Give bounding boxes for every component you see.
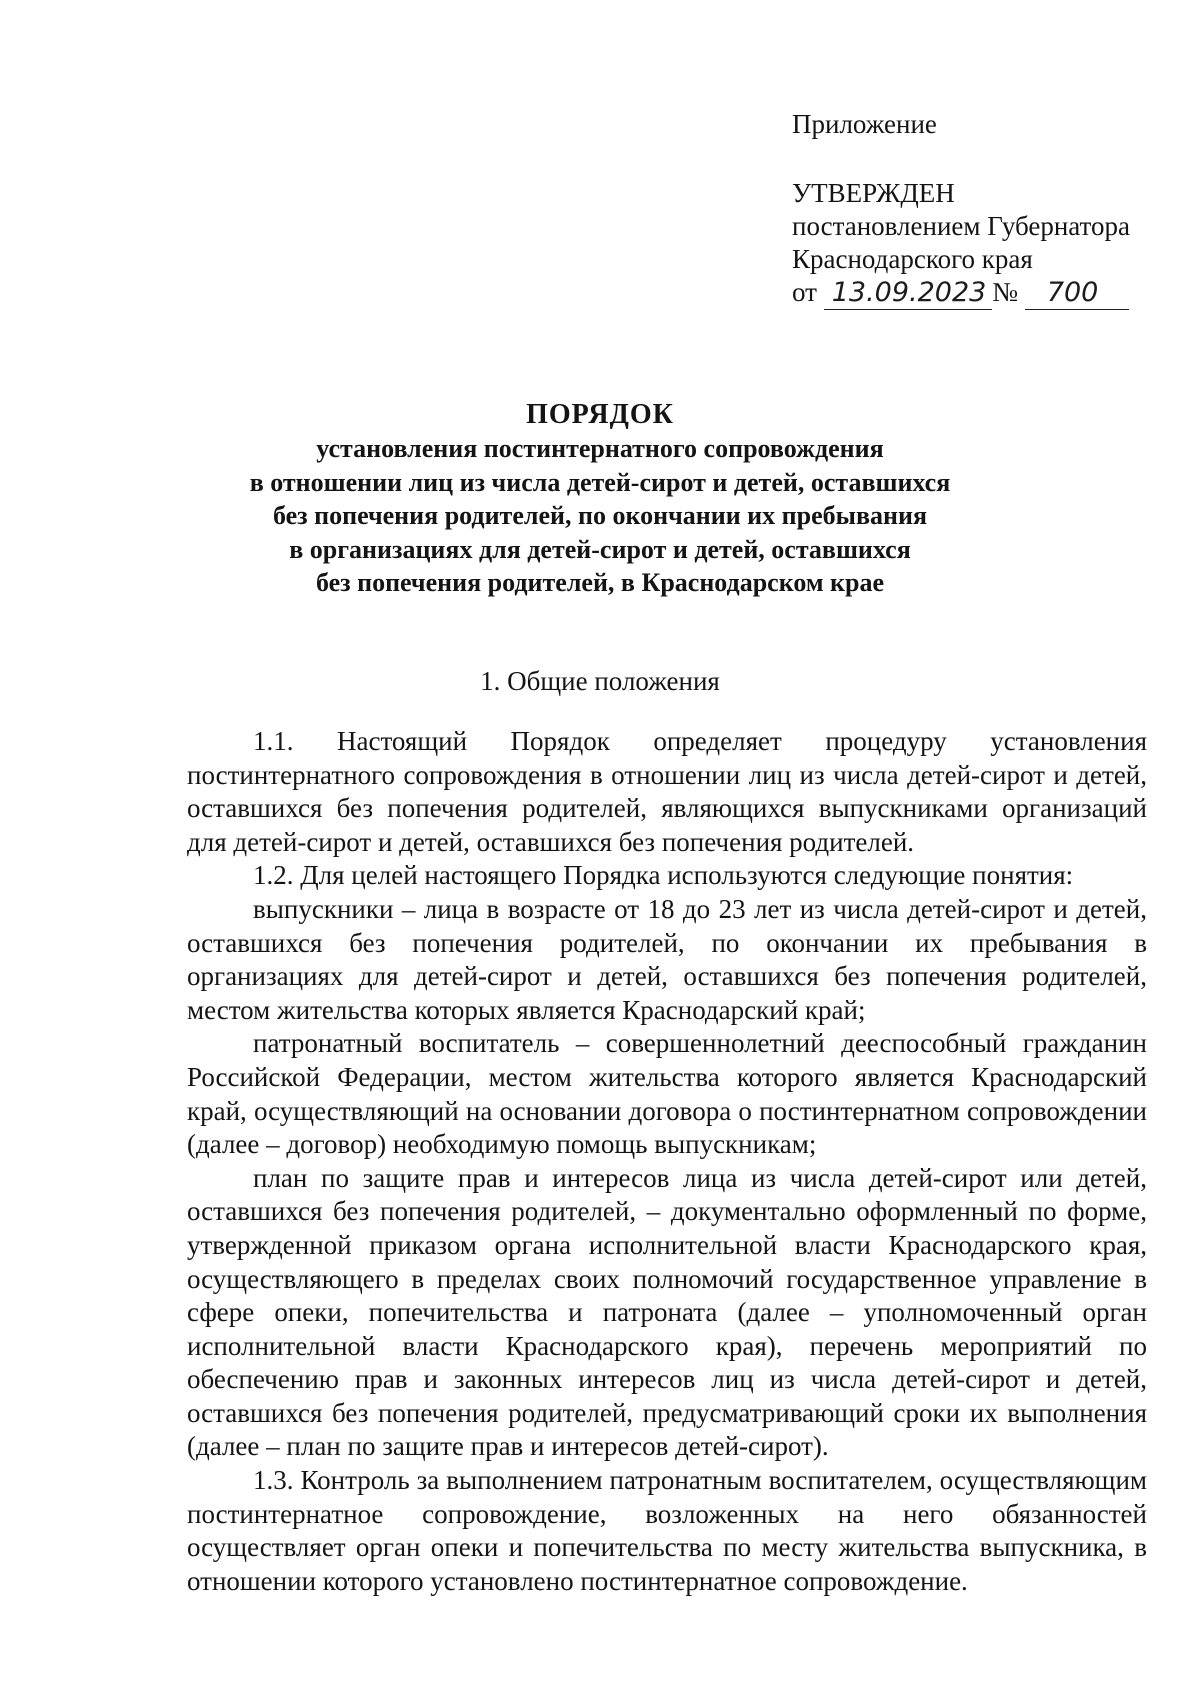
paragraph-1-3: 1.3. Контроль за выполнением патронатным воспитателем, осуществляющим постинтернатное сопровождение, возложенных на него обязанностей осуществляет орган опеки и попечительства по месту жительства выпускника, в отношении которого установлено постинтернатное сопровождение.: [187, 1465, 1147, 1596]
paragraph-1-1: 1.1. Настоящий Порядок определяет процедуру установления постинтернатного сопровождения в отношении лиц из числа детей-сирот и детей, оставшихся без попечения родителей, являющихся выпускниками организаций для детей-сирот и детей, оставшихся без попечения родителей.: [187, 726, 1147, 857]
number-prefix: №: [992, 277, 1019, 307]
title-line-4: в организациях для детей-сирот и детей, оставшихся: [289, 534, 911, 564]
definition-graduates: выпускники – лица в возрасте от 18 до 23 лет из числа детей-сирот и детей, оставшихся без попечения родителей, по окончании их пребывания в организациях для детей-сирот и детей, оставшихся без попечения родителей, местом жительства которых является Краснодарский край;: [187, 893, 1147, 1025]
title-line-2: в отношении лиц из числа детей-сирот и детей, оставшихся: [249, 467, 951, 497]
title-line-1: установления постинтернатного сопровождения: [316, 434, 884, 463]
document-title: [240, 398, 960, 600]
title-line-3: без попечения родителей, по окончании их пребывания: [272, 501, 928, 530]
definition-patronage-educator: патронатный воспитатель – совершеннолетний дееспособный гражданин Российской Федерации, местом жительства которого является Краснодарский край, осуществляющий на основании договора о постинтернатном сопровождении (далее – договор) необходимую помощь выпускникам;: [187, 1028, 1147, 1160]
date-prefix: от: [792, 277, 817, 307]
approved-region-line: Краснодарского края: [792, 244, 1033, 274]
paragraph-1-2: 1.2. Для целей настоящего Порядка используются следующие понятия:: [253, 860, 1074, 891]
approved-by-line: постановлением Губернатора: [792, 211, 1130, 241]
title-main: ПОРЯДОК: [526, 399, 674, 430]
document-body: [187, 725, 1147, 1598]
handwritten-date: 13.09.2023: [824, 277, 993, 310]
appendix-label: Приложение: [792, 109, 937, 139]
approved-heading: УТВЕРЖДЕН: [792, 178, 955, 208]
title-line-5: без попечения родителей, в Краснодарском крае: [315, 568, 885, 597]
section-heading: 1. Общие положения: [480, 666, 720, 696]
handwritten-number: 700: [1025, 277, 1129, 310]
definition-protection-plan: план по защите прав и интересов лица из числа детей-сирот или детей, оставшихся без попечения родителей, – документально оформленный по форме, утвержденной приказом органа исполнительной власти Краснодарского края, осуществляющего в пределах своих полномочий государственное управление в сфере опеки, попечительства и патроната (далее – уполномоченный орган исполнительной власти Краснодарского края), перечень мероприятий по обеспечению прав и законных интересов лиц из числа детей-сирот и детей, оставшихся без попечения родителей, предусматривающий сроки их выполнения (далее – план по защите прав и интересов детей-сирот).: [187, 1162, 1147, 1462]
approval-date-line: [792, 276, 1129, 310]
